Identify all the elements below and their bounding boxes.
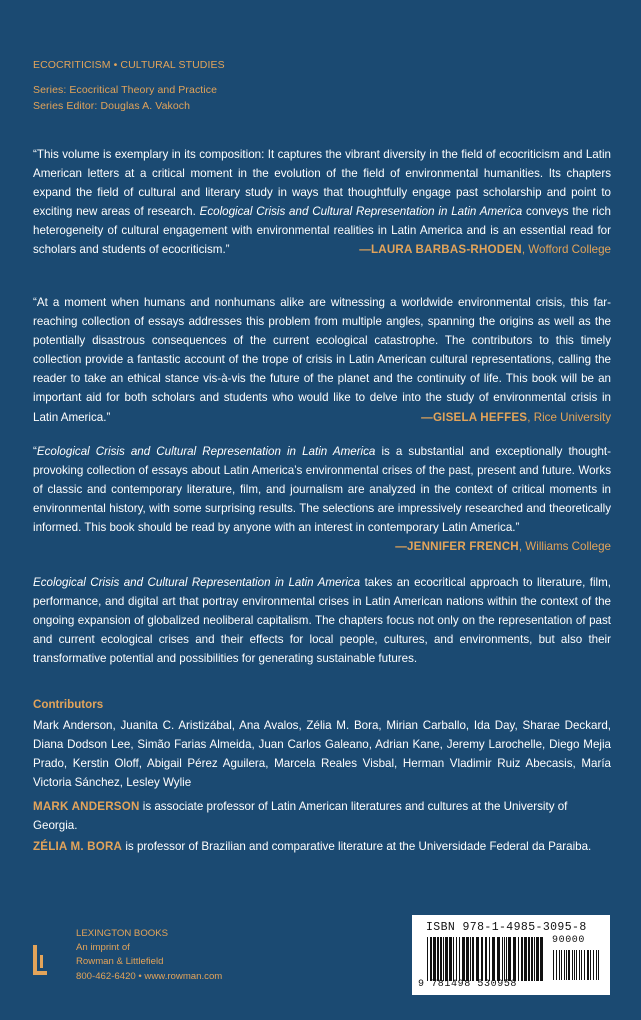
price-code-bars	[552, 950, 602, 980]
barcode-bar	[598, 950, 599, 980]
lexington-books-logo-icon	[33, 945, 49, 975]
barcode-bar	[574, 950, 575, 980]
barcode-bar	[502, 937, 503, 981]
barcode-bar	[518, 937, 519, 981]
barcode-bar	[524, 937, 527, 981]
publisher-parent: Rowman & Littlefield	[76, 956, 164, 968]
barcode-bar	[596, 950, 597, 980]
isbn-barcode	[412, 915, 610, 995]
barcode-bar	[572, 950, 573, 980]
blurb-1-attribution	[359, 240, 611, 259]
author-bio-2-text: is professor of Brazilian and comparative literature at the Universidade Federal da Paraiba.	[122, 840, 592, 853]
author-bio-2-name: ZÉLIA M. BORA	[33, 840, 123, 853]
blurb-3	[33, 442, 611, 557]
blurb-3-open-quote: “	[33, 445, 37, 458]
contributors-heading: Contributors	[33, 698, 104, 711]
ean-digits: 9 781498 530958	[418, 979, 518, 990]
subject-line: ECOCRITICISM • CULTURAL STUDIES	[33, 59, 225, 71]
blurb-3-affiliation: , Williams College	[518, 540, 611, 554]
barcode-bar	[470, 937, 471, 981]
blurb-1-name: —LAURA BARBAS-RHODEN	[359, 243, 522, 257]
barcode-bar	[536, 937, 539, 981]
barcode-bar	[584, 950, 585, 980]
barcode-bar	[579, 950, 580, 980]
blurb-2	[33, 293, 611, 427]
barcode-bar	[506, 937, 507, 981]
barcode-bar	[528, 937, 530, 981]
series-line: Series: Ecocritical Theory and Practice	[33, 84, 218, 96]
blurb-1-book-title: Ecological Crisis and Cultural Representation in Latin America	[199, 205, 523, 219]
author-bio-1-text: is associate professor of Latin American literatures and cultures at the University of Georgia.	[33, 800, 568, 832]
barcode-bar	[459, 937, 460, 981]
contributors-list: Mark Anderson, Juanita C. Aristizábal, Ana Avalos, Zélia M. Bora, Mirian Carballo, Ida Day, Sharae Deckard, Diana Dodson Lee, Simão Farias Almeida, Juan Carlos Galeano, Adrian Kane, Jeremy Larochelle, Diego Mejia Prado, Kerstin Oloff, Abigail Pérez Aguilera, Marcela Reales Visbal, Herman Vladimir Ruiz Abecasis, María Victoria Sánchez, Lesley Wylie	[33, 719, 611, 790]
barcode-bar	[453, 937, 454, 981]
publisher-contact: 800-462-6420 • www.rowman.com	[76, 970, 223, 982]
author-bio-1-name: MARK ANDERSON	[33, 800, 140, 813]
blurb-1	[33, 145, 611, 260]
barcode-bar	[433, 937, 436, 981]
barcode-bar	[587, 950, 589, 980]
blurb-2-text: “At a moment when humans and nonhumans alike are witnessing a worldwide environmental crisis, this far-reaching collection of essays addresses this problem from multiple angles, spanning the origins as well as the potentially disastrous consequences of the current ecological catastrophe. The contributors to this timely collection provide a fantastic account of the trope of crisis in Latin American cultural representations, calling the reader to take an ethical stance vis-à-vis the future of the planet and the continuity of life. This book will be an important aid for both scholars and students who would like to delve into the study of environmental crisis in Latin America.”	[33, 296, 611, 424]
publisher-name: LEXINGTON BOOKS	[76, 928, 169, 939]
barcode-bar	[534, 937, 535, 981]
barcode-bar	[508, 937, 511, 981]
blurb-1-text: “This volume is exemplary in its composition: It captures the vibrant diversity in the field of ecocriticism and Latin American letters at a critical moment in the evolution of the field of environmental humanities. Its chapters expand the field of cultural and literary study in ways that thoughtfully engage past scholarship and point to exciting new areas of research.	[33, 148, 611, 219]
barcode-bar	[485, 937, 487, 981]
barcode-bar	[466, 937, 469, 981]
blurb-2-attribution	[421, 408, 611, 427]
blurb-3-text: is a substantial and exceptionally thought-provoking collection of essays about Latin America’s environmental crises of the past, present and future. Works of classic and contemporary literature, film, and journalism are analyzed in the context of critical moments in environmental history, with some surprising results. The selections are impressively researched and theoretically informed. This book should be read by anyone with an interest in contemporary Latin America.”	[33, 445, 611, 535]
author-bio-2	[33, 837, 611, 856]
barcode-bar	[427, 937, 428, 981]
price-code: 90000	[552, 935, 586, 946]
barcode-bar	[430, 937, 432, 981]
barcode-bar	[568, 950, 570, 980]
blurb-1-text-after: conveys the rich heterogeneity of cultural engagement with environmental realities in Latin America and is an essential read for scholars and students of ecocriticism.”	[33, 205, 611, 257]
barcode-bar	[531, 937, 533, 981]
ean13-bars	[426, 937, 544, 981]
publisher-block	[76, 927, 222, 984]
barcode-bar	[489, 937, 490, 981]
barcode-bar	[481, 937, 483, 981]
barcode-bar	[445, 937, 448, 981]
barcode-bar	[476, 937, 479, 981]
blurb-3-book-title: Ecological Crisis and Cultural Representation in Latin America	[36, 445, 376, 458]
barcode-bar	[581, 950, 582, 980]
barcode-bar	[492, 937, 495, 981]
barcode-bar	[559, 950, 560, 980]
isbn-label: ISBN 978-1-4985-3095-8	[426, 921, 587, 934]
blurb-2-name: —GISELA HEFFES	[421, 410, 528, 424]
barcode-bar	[504, 937, 505, 981]
barcode-bar	[456, 937, 457, 981]
publisher-imprint-line: An imprint of	[76, 942, 130, 954]
blurb-1-affiliation: , Wofford College	[521, 243, 611, 257]
barcode-bar	[521, 937, 523, 981]
blurb-3-attribution	[395, 537, 611, 556]
barcode-bar	[449, 937, 452, 981]
barcode-bar	[472, 937, 474, 981]
author-bio-1	[33, 797, 611, 835]
barcode-bar	[440, 937, 442, 981]
barcode-bar	[443, 937, 444, 981]
blurb-3-name: —JENNIFER FRENCH	[395, 540, 519, 554]
barcode-bar	[590, 950, 591, 980]
series-editor-line: Series Editor: Douglas A. Vakoch	[33, 100, 191, 112]
barcode-bar	[556, 950, 557, 980]
barcode-bar	[576, 950, 577, 980]
barcode-bar	[593, 950, 594, 980]
barcode-bar	[566, 950, 567, 980]
barcode-bar	[462, 937, 465, 981]
barcode-bar	[497, 937, 500, 981]
description-book-title: Ecological Crisis and Cultural Representation in Latin America	[33, 576, 361, 589]
description-text: takes an ecocritical approach to literature, film, performance, and digital art that portray environmental crises in Latin American nations within the context of the ongoing expansion of globalized neoliberal capitalism. The chapters focus not only on the representation of past and current ecological crises and their effects for local people, cultures, and environments, but also their transformative potential and possibilities for generating sustainable futures.	[33, 576, 611, 666]
barcode-bar	[564, 950, 565, 980]
barcode-bar	[437, 937, 439, 981]
book-description	[33, 573, 611, 668]
barcode-bar	[540, 937, 543, 981]
barcode-bar	[561, 950, 562, 980]
barcode-bar	[553, 950, 554, 980]
blurb-2-affiliation: , Rice University	[527, 410, 611, 424]
barcode-bar	[513, 937, 516, 981]
